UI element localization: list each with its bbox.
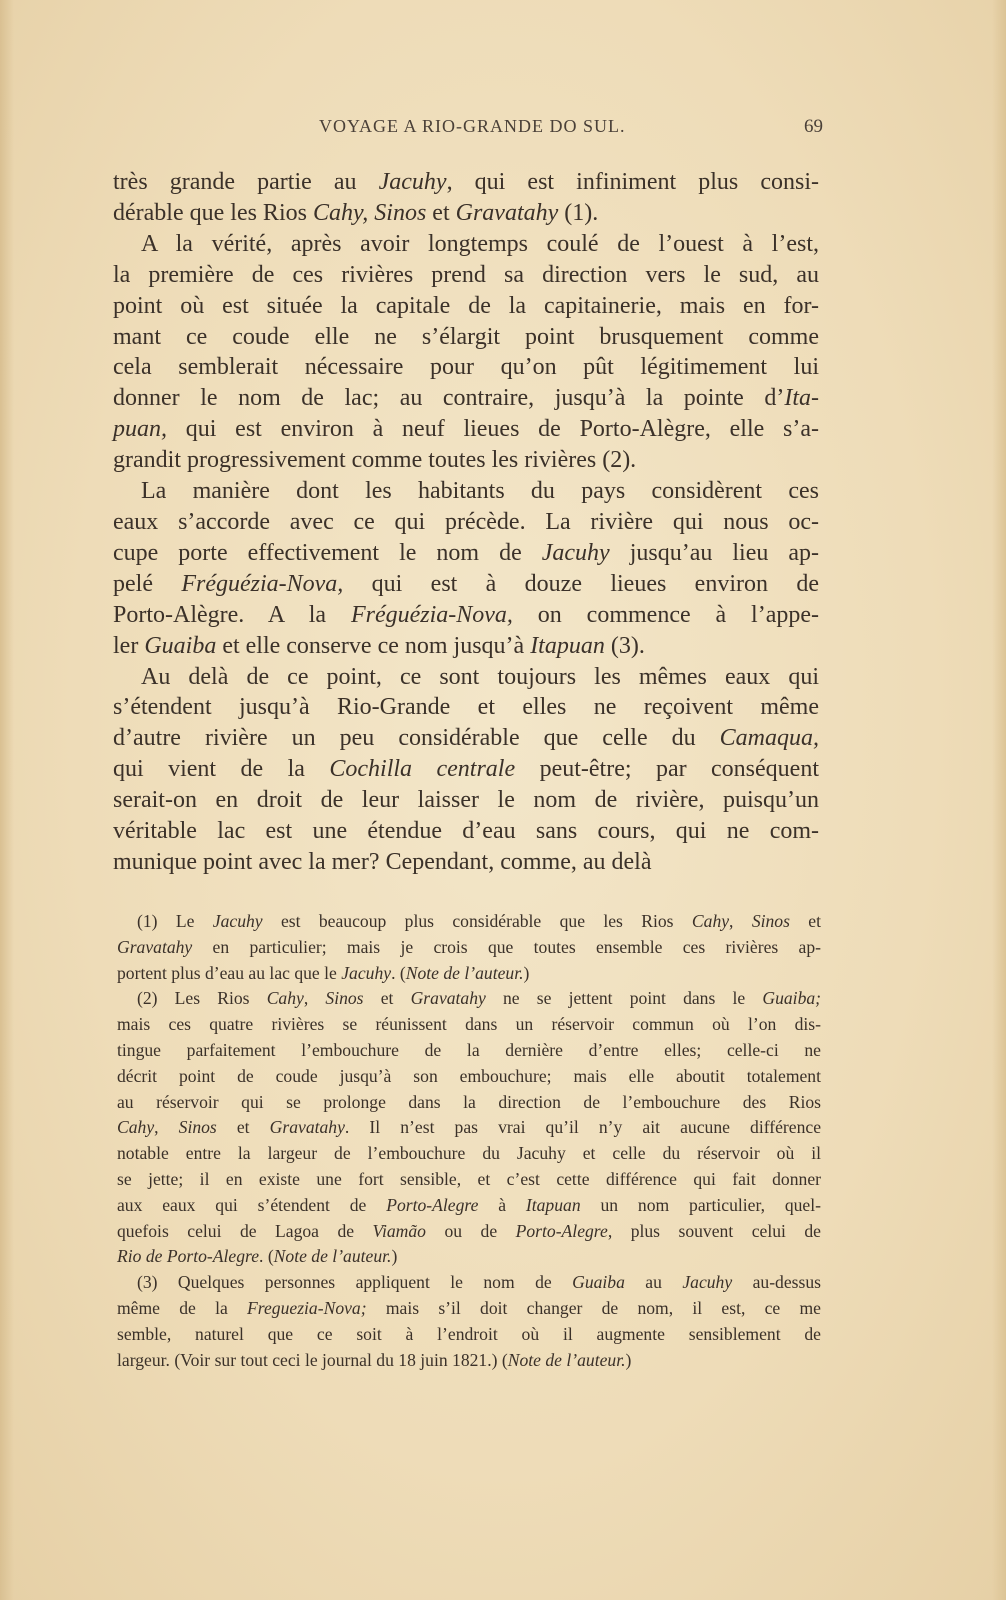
- text-line: [117, 1090, 821, 1116]
- italic-text: Gravatahy: [117, 936, 193, 957]
- text-run: pelé: [113, 570, 182, 597]
- italic-text: Fréguézia-Nova,: [181, 570, 344, 597]
- italic-text: Gravatahy: [455, 199, 559, 226]
- text-line: [113, 631, 819, 662]
- text-run: en particulier; mais je crois que toutes ensemble ces rivières ap-: [192, 936, 821, 957]
- text-run: s’étendent jusqu’à Rio-Grande et elles ne reçoivent même: [113, 694, 819, 721]
- text-line: [117, 961, 821, 987]
- text-line: [113, 785, 819, 816]
- text-run: ): [625, 1349, 632, 1370]
- text-run: donner le nom de lac; au contraire, jusqu’à la pointe d’: [113, 385, 785, 412]
- text-run: point où est située la capitale de la capitainerie, mais en for-: [113, 292, 819, 319]
- paragraph: [113, 167, 819, 229]
- text-run: ): [523, 962, 530, 983]
- text-run: mais s’il doit changer de nom, il est, ce me: [366, 1297, 821, 1318]
- text-run: ,: [729, 911, 752, 931]
- text-run: mais ces quatre rivières se réunissent dans un réservoir commun où l’on dis-: [117, 1014, 821, 1035]
- italic-text: Gravatahy: [410, 988, 486, 1009]
- text-run: notable entre la largeur de l’embouchure du Jacuhy et celle du réservoir où il: [117, 1143, 821, 1164]
- text-run: un nom particulier, quel-: [580, 1194, 821, 1215]
- text-line: [113, 754, 819, 785]
- page-edge-left: [0, 0, 14, 1600]
- text-line: [113, 662, 819, 693]
- text-run: même de la: [117, 1297, 248, 1318]
- text-run: véritable lac est une étendue d’eau sans cours, qui ne com-: [113, 818, 819, 845]
- text-run: (1).: [558, 199, 599, 226]
- text-line: [113, 198, 819, 229]
- text-run: (3).: [604, 632, 645, 659]
- italic-text: Cahy: [117, 1117, 155, 1138]
- text-line: [117, 1141, 821, 1167]
- text-run: (3) Quelques personnes appliquent le nom de: [137, 1272, 573, 1293]
- text-run: , plus souvent celui de: [607, 1220, 821, 1241]
- text-line: [117, 1064, 821, 1090]
- running-head: [113, 116, 823, 142]
- italic-text: Gravatahy: [269, 1117, 345, 1138]
- text-run: . (: [259, 1246, 274, 1267]
- footnote: [117, 1270, 821, 1373]
- text-line: [117, 1270, 821, 1296]
- text-line: [113, 322, 819, 353]
- italic-text: Sinos: [178, 1117, 217, 1138]
- text-run: jusqu’au lieu ap-: [609, 539, 819, 566]
- italic-text: Itapuan: [525, 1194, 581, 1215]
- text-run: ou de: [425, 1220, 516, 1241]
- text-run: La manière dont les habitants du pays considèrent ces: [141, 478, 819, 505]
- text-run: se jette; il en existe une fort sensible, et c’est cette différence qui fait donner: [117, 1168, 821, 1189]
- text-line: [117, 1244, 821, 1270]
- paragraph: [113, 476, 819, 661]
- text-line: [117, 909, 821, 935]
- text-run: ,: [154, 1117, 179, 1138]
- text-run: aux eaux qui s’étendent de: [117, 1194, 387, 1215]
- text-run: qui vient de la: [113, 756, 330, 783]
- text-line: [117, 1219, 821, 1245]
- text-run: décrit point de coude jusqu’à son embouchure; mais elle aboutit totalement: [117, 1065, 821, 1086]
- text-run: . (: [391, 962, 406, 983]
- text-run: dérable que les Rios: [113, 199, 313, 226]
- text-run: ,: [303, 988, 326, 1009]
- italic-text: Jacuhy: [541, 539, 610, 566]
- text-line: [113, 538, 819, 569]
- text-run: A la vérité, après avoir longtemps coulé de l’ouest à l’est,: [141, 230, 819, 257]
- text-run: portent plus d’eau au lac que le: [117, 962, 342, 983]
- italic-text: Freguezia-Nova;: [247, 1297, 367, 1318]
- body-text: [113, 167, 819, 878]
- text-run: (2) Les Rios: [137, 988, 267, 1009]
- text-line: [113, 291, 819, 322]
- text-line: [117, 1193, 821, 1219]
- text-run: ler: [113, 632, 145, 659]
- text-line: [117, 935, 821, 961]
- text-line: [113, 445, 819, 476]
- italic-text: Cahy: [691, 911, 730, 931]
- paragraph: [113, 229, 819, 476]
- text-run: et elle conserve ce nom jusqu’à: [216, 632, 531, 659]
- text-run: ): [391, 1246, 398, 1267]
- italic-text: Guaiba: [144, 632, 217, 659]
- text-run: semble, naturel que ce soit à l’endroit où il augmente sensiblement de: [117, 1323, 821, 1344]
- text-run: (1) Le: [137, 911, 213, 931]
- italic-text: Camaqua,: [719, 725, 819, 752]
- text-line: [113, 569, 819, 600]
- text-run: . Il n’est pas vrai qu’il n’y ait aucune différence: [344, 1117, 821, 1138]
- text-line: [117, 986, 821, 1012]
- text-run: ne se jettent point dans le: [485, 988, 763, 1009]
- text-line: [117, 1038, 821, 1064]
- text-line: [117, 1167, 821, 1193]
- footnotes: [117, 909, 821, 1373]
- italic-text: Note de l’auteur.: [405, 962, 524, 983]
- text-line: [113, 692, 819, 723]
- text-run: cupe porte effectivement le nom de: [113, 539, 542, 566]
- italic-text: Sinos: [751, 911, 790, 931]
- text-line: [113, 229, 819, 260]
- italic-text: Cochilla centrale: [329, 756, 516, 783]
- italic-text: Guaiba: [572, 1272, 625, 1293]
- italic-text: Note de l’auteur.: [507, 1349, 626, 1370]
- text-line: [113, 816, 819, 847]
- text-run: , qui est infiniment plus consi-: [446, 169, 820, 195]
- text-run: grandit progressivement comme toutes les rivières (2).: [113, 447, 637, 474]
- page-number: 69: [804, 116, 823, 137]
- italic-text: Sinos: [325, 988, 364, 1009]
- text-line: [113, 352, 819, 383]
- text-run: largeur. (Voir sur tout ceci le journal du 18 juin 1821.) (: [117, 1349, 508, 1370]
- italic-text: Ita-: [784, 385, 819, 412]
- text-line: [113, 476, 819, 507]
- italic-text: puan,: [113, 416, 167, 443]
- text-line: [113, 383, 819, 414]
- text-line: [117, 1296, 821, 1322]
- text-run: très grande partie au: [113, 169, 379, 195]
- italic-text: Jacuhy: [682, 1272, 733, 1293]
- italic-text: Porto-Alegre: [386, 1194, 479, 1215]
- text-run: quefois celui de Lagoa de: [117, 1220, 373, 1241]
- text-run: on commence à l’appe-: [512, 601, 819, 628]
- footnote: [117, 909, 821, 986]
- text-run: serait-on en droit de leur laisser le nom de rivière, puisqu’un: [113, 787, 819, 814]
- text-run: qui est à douze lieues environ de: [343, 570, 819, 597]
- paragraph: [113, 662, 819, 878]
- text-run: peut-être; par conséquent: [515, 756, 819, 783]
- footnote: [117, 986, 821, 1270]
- text-line: [117, 1012, 821, 1038]
- italic-text: Itapuan: [530, 632, 605, 659]
- text-line: [113, 600, 819, 631]
- text-run: munique point avec la mer? Cependant, comme, au delà: [113, 848, 652, 875]
- text-line: [113, 414, 819, 445]
- text-line: [117, 1348, 821, 1374]
- text-run: et: [216, 1117, 270, 1138]
- text-run: au: [624, 1272, 683, 1293]
- text-run: la première de ces rivières prend sa direction vers le sud, au: [113, 261, 819, 288]
- text-run: au réservoir qui se prolonge dans la direction de l’embouchure des Rios: [117, 1091, 821, 1112]
- text-run: est beaucoup plus considérable que les Rios: [262, 911, 692, 931]
- text-run: qui est environ à neuf lieues de Porto-Alègre, elle s’a-: [167, 416, 819, 443]
- italic-text: Porto-Alegre: [515, 1220, 608, 1241]
- text-line: [113, 507, 819, 538]
- text-run: eaux s’accorde avec ce qui précède. La rivière qui nous oc-: [113, 508, 819, 535]
- text-line: [117, 1115, 821, 1141]
- running-title: VOYAGE A RIO-GRANDE DO SUL.: [319, 116, 626, 136]
- page-edge-right: [992, 0, 1006, 1600]
- text-run: Porto-Alègre. A la: [113, 601, 351, 628]
- text-run: tingue parfaitement l’embouchure de la dernière d’entre elles; celle-ci ne: [117, 1039, 821, 1060]
- text-run: et: [789, 911, 822, 931]
- italic-text: Viamão: [372, 1220, 426, 1241]
- text-run: et: [426, 199, 456, 226]
- text-line: [113, 260, 819, 291]
- italic-text: Fréguézia-Nova,: [350, 601, 513, 628]
- text-run: au-dessus: [732, 1272, 821, 1293]
- italic-text: Note de l’auteur.: [273, 1246, 392, 1267]
- text-line: [113, 167, 819, 198]
- italic-text: Jacuhy: [212, 911, 263, 931]
- text-line: [117, 1322, 821, 1348]
- text-line: [113, 723, 819, 754]
- text-line: [113, 847, 819, 878]
- italic-text: Cahy: [266, 988, 304, 1009]
- italic-text: Guaiba;: [762, 988, 822, 1009]
- text-run: et: [363, 988, 411, 1009]
- text-run: d’autre rivière un peu considérable que celle du: [113, 725, 720, 752]
- italic-text: Jacuhy: [341, 962, 392, 983]
- italic-text: Cahy, Sinos: [312, 199, 427, 226]
- text-run: à: [478, 1194, 526, 1215]
- text-run: Au delà de ce point, ce sont toujours les mêmes eaux qui: [141, 663, 819, 690]
- italic-text: Rio de Porto-Alegre: [117, 1246, 260, 1267]
- text-run: mant ce coude elle ne s’élargit point brusquement comme: [113, 323, 819, 350]
- text-run: cela semblerait nécessaire pour qu’on pût légitimement lui: [113, 354, 819, 381]
- italic-text: Jacuhy: [378, 169, 447, 195]
